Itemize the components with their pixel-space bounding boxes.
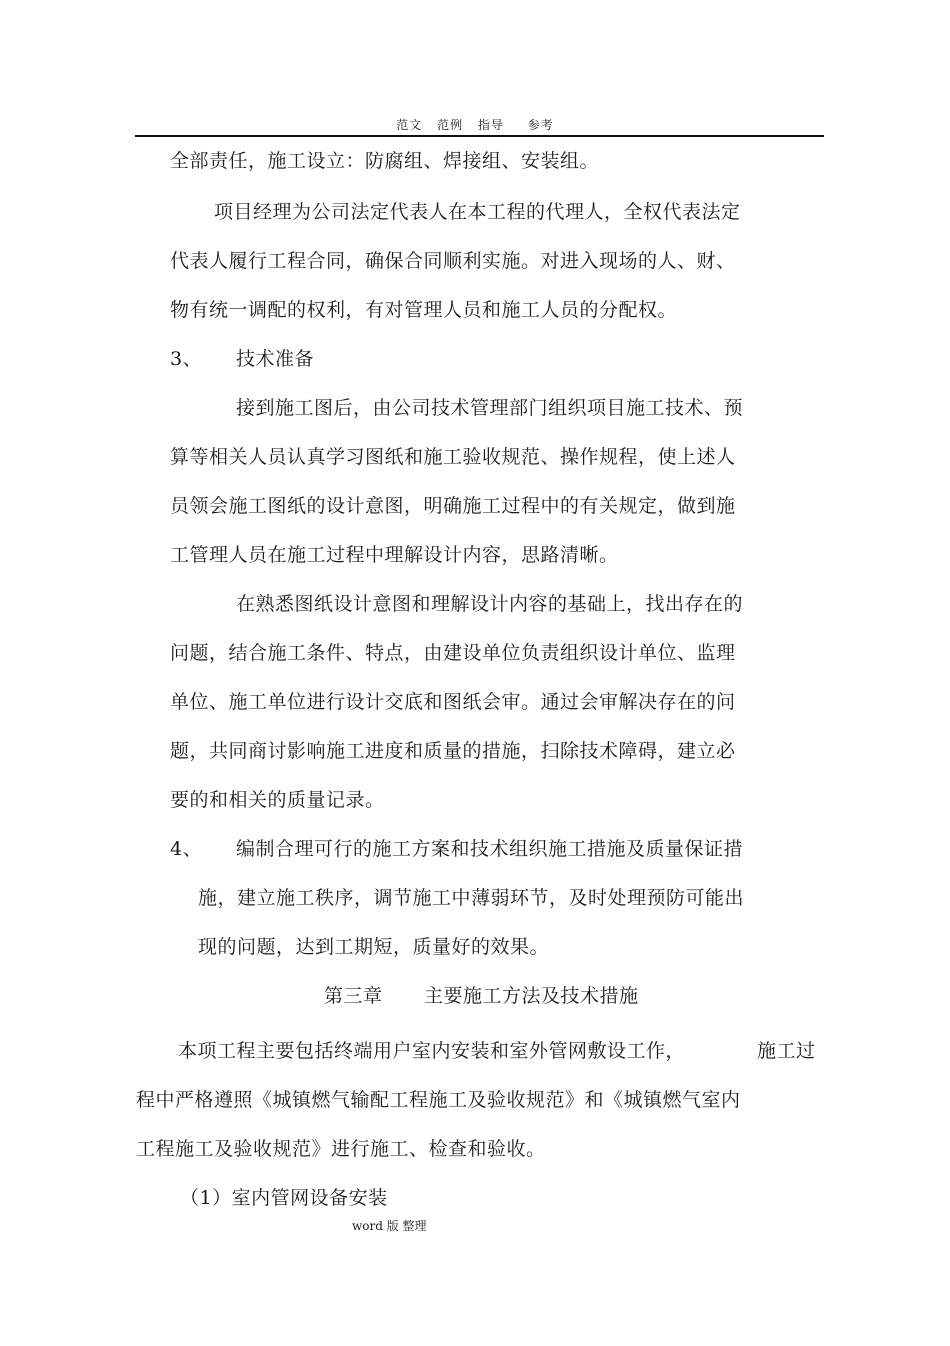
subsection-heading: （1）室内管网设备安装: [180, 1187, 388, 1209]
header-item: 指导: [477, 118, 504, 132]
body-text-line: 现的问题，达到工期短，质量好的效果。: [198, 936, 550, 958]
section-heading: 技术准备: [236, 348, 315, 370]
chapter-title: 主要施工方法及技术措施: [424, 985, 639, 1007]
body-text-line: 单位、施工单位进行设计交底和图纸会审。通过会审解决存在的问: [170, 691, 736, 713]
page-footer: word 版 整理: [352, 1219, 427, 1233]
body-text-line: 全部责任，施工设立：防腐组、焊接组、安装组。: [170, 150, 600, 172]
body-text-line: 接到施工图后，由公司技术管理部门组织项目施工技术、预: [236, 397, 744, 419]
body-text-line: 要的和相关的质量记录。: [170, 789, 385, 811]
page-header: [0, 116, 950, 133]
header-item: 范例: [437, 118, 464, 132]
section-number: 4、: [170, 838, 203, 860]
body-text-line: 工管理人员在施工过程中理解设计内容，思路清晰。: [170, 544, 619, 566]
body-text-line: 算等相关人员认真学习图纸和施工验收规范、操作规程，使上述人: [170, 446, 736, 468]
body-text-line: 员领会施工图纸的设计意图，明确施工过程中的有关规定，做到施: [170, 495, 736, 517]
body-text-line: 物有统一调配的权利，有对管理人员和施工人员的分配权。: [170, 299, 678, 321]
body-text-line: 工程施工及验收规范》进行施工、检查和验收。: [136, 1138, 546, 1160]
body-text-line: 本项工程主要包括终端用户室内安装和室外管网敷设工作，: [178, 1040, 686, 1062]
section-number: 3、: [170, 348, 203, 370]
body-text-line: 编制合理可行的施工方案和技术组织施工措施及质量保证措: [236, 838, 744, 860]
chapter-number: 第三章: [324, 985, 383, 1007]
body-text-line: 题，共同商讨影响施工进度和质量的措施，扫除技术障碍，建立必: [170, 740, 736, 762]
body-text-line: 在熟悉图纸设计意图和理解设计内容的基础上，找出存在的: [236, 593, 744, 615]
body-text-line: 问题，结合施工条件、特点，由建设单位负责组织设计单位、监理: [170, 642, 736, 664]
header-rule: [135, 135, 824, 137]
header-item: 范文: [396, 118, 423, 132]
body-text-line: 施工过: [757, 1040, 816, 1062]
body-text-line: 程中严格遵照《城镇燃气输配工程施工及验收规范》和《城镇燃气室内: [136, 1089, 741, 1111]
body-text-line: 施，建立施工秩序，调节施工中薄弱环节，及时处理预防可能出: [198, 887, 745, 909]
body-text-line: 代表人履行工程合同，确保合同顺利实施。对进入现场的人、财、: [170, 250, 736, 272]
body-text-line: 项目经理为公司法定代表人在本工程的代理人，全权代表法定: [214, 201, 741, 223]
header-item: 参考: [527, 118, 554, 132]
